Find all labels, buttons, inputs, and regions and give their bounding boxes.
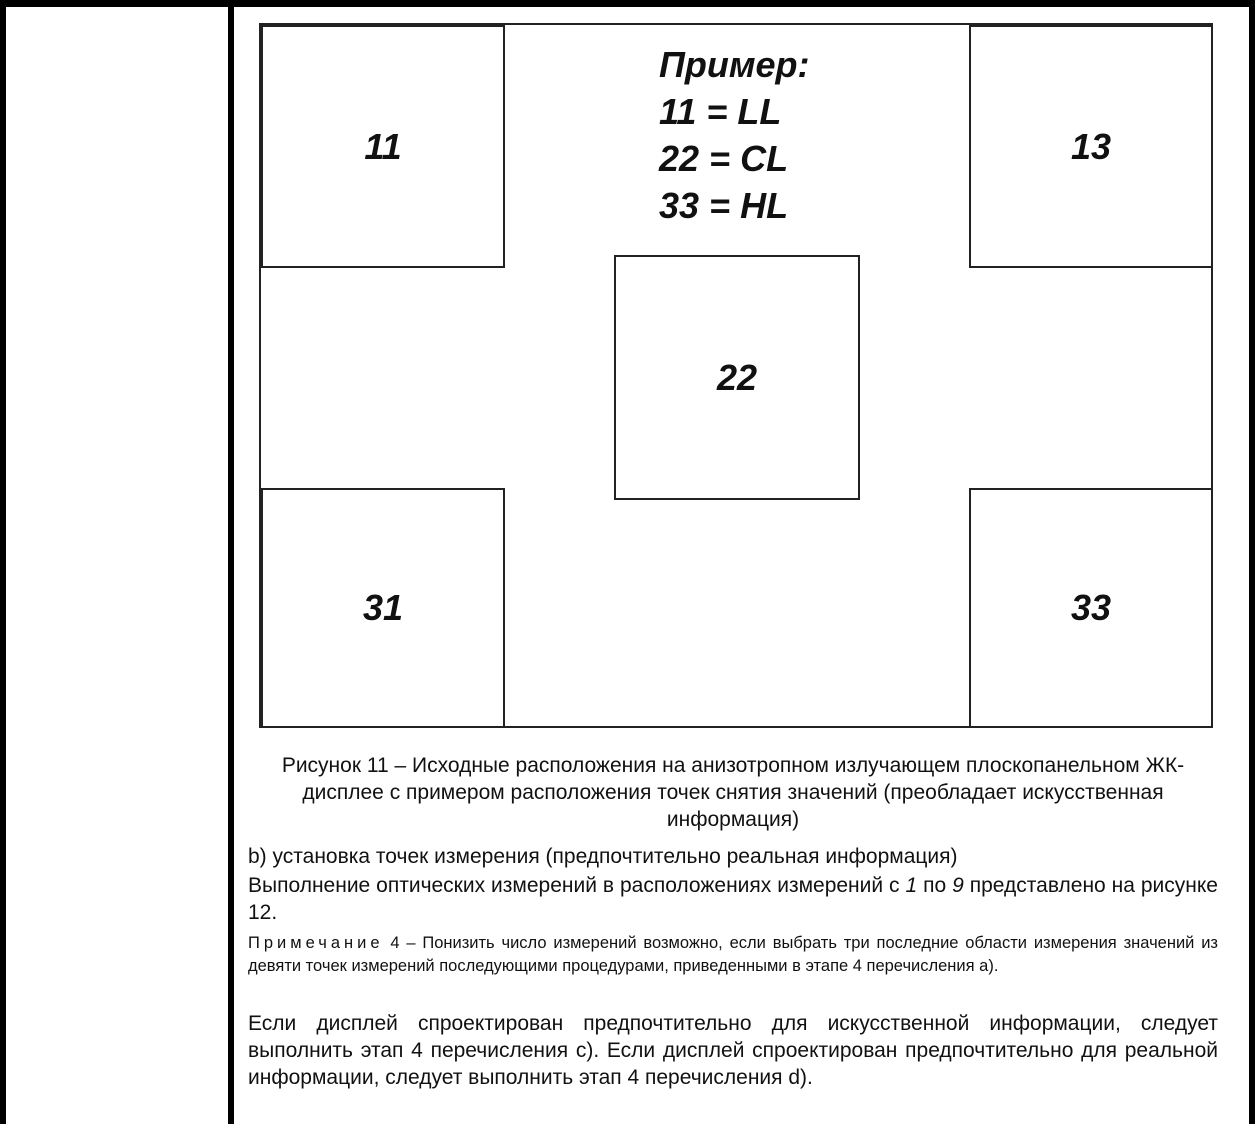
measurement-figure [259, 23, 1213, 728]
paragraph-text: представлено на рисунке 12. [248, 874, 1218, 924]
paragraph-measurements [248, 872, 1218, 926]
paragraph-number: 9 [952, 874, 964, 897]
example-line: 11 = LL [659, 91, 782, 132]
cell-label: 11 [364, 125, 402, 167]
example-line: 22 = CL [659, 138, 789, 179]
paragraph-text: Выполнение оптических измерений в расположениях измерений с [248, 874, 906, 897]
table-left-border [0, 0, 6, 1124]
item-b: b) установка точек измерения (предпочтительно реальная информация) [248, 845, 958, 868]
cell-top-left [261, 25, 505, 268]
note-label: Примечание [248, 934, 384, 952]
paragraph-text: по [917, 874, 953, 897]
table-right-border [1249, 0, 1255, 1124]
cell-top-right [969, 25, 1213, 268]
paragraph-display-design: Если дисплей спроектирован предпочтительно для искусственной информации, следует выполнить этап 4 перечисления с). Если дисплей спроектирован предпочтительно для реальной информации, следует выполнить этап 4 перечисления d). [248, 1012, 1218, 1089]
cell-center [614, 255, 860, 500]
example-title: Пример: [659, 44, 810, 85]
note [248, 932, 1218, 978]
cell-bottom-right [969, 488, 1213, 728]
paragraph-number: 1 [905, 874, 918, 897]
cell-label: 33 [1070, 587, 1112, 628]
example-legend [659, 41, 810, 229]
cell-label: 13 [1070, 125, 1112, 167]
note-text: 4 – Понизить число измерений возможно, если выбрать три последние области измерения значений из девяти точек измерений последующими процедурами, приведенными в этапе 4 перечисления а). [248, 934, 1218, 975]
figure-caption: Рисунок 11 – Исходные расположения на анизотропном излучающем плоскопанельном ЖК-дисплее с примером расположения точек снятия значений (преобладает искусственная информация) [281, 754, 1185, 831]
cell-label: 22 [716, 356, 758, 398]
table-top-border [0, 0, 1255, 7]
cell-label: 31 [362, 587, 404, 628]
cell-bottom-left [261, 488, 505, 728]
example-line: 33 = HL [659, 185, 789, 226]
table-column-divider [228, 0, 234, 1124]
